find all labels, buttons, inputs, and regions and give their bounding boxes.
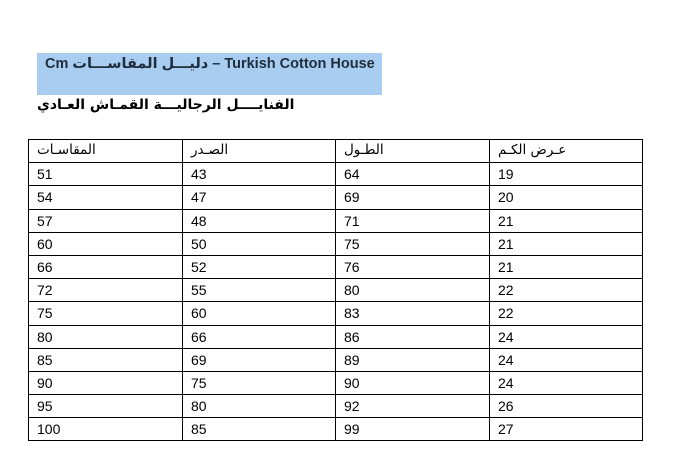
table-row (29, 163, 643, 186)
table-row (29, 325, 643, 348)
cell-length: 80 (336, 279, 490, 302)
cell-sleeve-width: 21 (490, 209, 643, 232)
table-row (29, 279, 643, 302)
table-row (29, 209, 643, 232)
cell-chest: 75 (183, 371, 336, 394)
cell-sleeve-width: 24 (490, 325, 643, 348)
cell-sleeve-width: 27 (490, 418, 643, 441)
cell-sleeve-width: 22 (490, 302, 643, 325)
table-row (29, 255, 643, 278)
cell-size: 75 (29, 302, 183, 325)
cell-chest: 69 (183, 348, 336, 371)
cell-size: 66 (29, 255, 183, 278)
cell-size: 90 (29, 371, 183, 394)
document-subtitle: الفنايــــل الرجاليـــة القمـاش العـادي (37, 97, 295, 113)
cell-length: 64 (336, 163, 490, 186)
cell-chest: 60 (183, 302, 336, 325)
cell-size: 54 (29, 186, 183, 209)
cell-size: 60 (29, 232, 183, 255)
cell-chest: 80 (183, 395, 336, 418)
cell-length: 69 (336, 186, 490, 209)
table-row (29, 395, 643, 418)
cell-length: 92 (336, 395, 490, 418)
cell-sleeve-width: 26 (490, 395, 643, 418)
cell-size: 100 (29, 418, 183, 441)
cell-sleeve-width: 24 (490, 348, 643, 371)
cell-size: 85 (29, 348, 183, 371)
cell-chest: 48 (183, 209, 336, 232)
cell-chest: 55 (183, 279, 336, 302)
cell-chest: 50 (183, 232, 336, 255)
cell-sleeve-width: 24 (490, 371, 643, 394)
cell-length: 71 (336, 209, 490, 232)
cell-size: 80 (29, 325, 183, 348)
table-row (29, 418, 643, 441)
cell-length: 86 (336, 325, 490, 348)
cell-chest: 66 (183, 325, 336, 348)
cell-length: 89 (336, 348, 490, 371)
cell-length: 75 (336, 232, 490, 255)
cell-size: 95 (29, 395, 183, 418)
table-row (29, 232, 643, 255)
cell-chest: 47 (183, 186, 336, 209)
table-row (29, 302, 643, 325)
cell-size: 51 (29, 163, 183, 186)
cell-sleeve-width: 21 (490, 255, 643, 278)
document-title-banner (37, 53, 382, 95)
table-row (29, 186, 643, 209)
cell-size: 72 (29, 279, 183, 302)
cell-length: 99 (336, 418, 490, 441)
cell-length: 90 (336, 371, 490, 394)
cell-sleeve-width: 19 (490, 163, 643, 186)
cell-chest: 52 (183, 255, 336, 278)
table-body (29, 163, 643, 441)
cell-sleeve-width: 22 (490, 279, 643, 302)
cell-size: 57 (29, 209, 183, 232)
header-sleeve-width: عـرض الكـم (490, 140, 643, 163)
header-length: الطـول (336, 140, 490, 163)
cell-length: 83 (336, 302, 490, 325)
header-chest: الصـدر (183, 140, 336, 163)
header-size: المقاسـات (29, 140, 183, 163)
size-chart-table (28, 139, 643, 441)
cell-chest: 43 (183, 163, 336, 186)
cell-sleeve-width: 20 (490, 186, 643, 209)
cell-sleeve-width: 21 (490, 232, 643, 255)
cell-chest: 85 (183, 418, 336, 441)
table-row (29, 348, 643, 371)
cell-length: 76 (336, 255, 490, 278)
document-title: Cm دليـــل المقاســـات – Turkish Cotton House (45, 56, 375, 72)
table-row (29, 371, 643, 394)
table-header-row (29, 140, 643, 163)
